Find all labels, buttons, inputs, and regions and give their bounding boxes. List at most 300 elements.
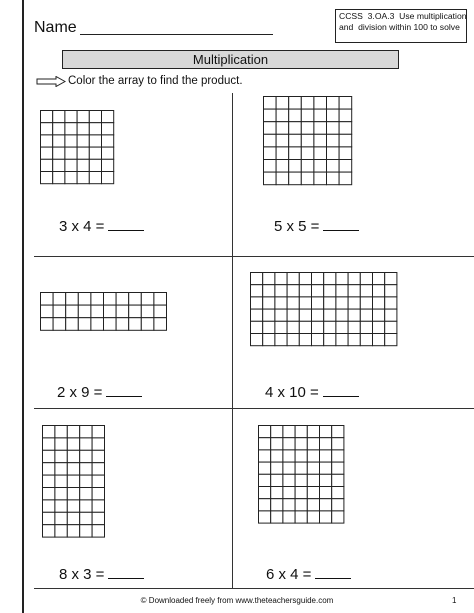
array-cell[interactable] [289, 109, 302, 122]
array-cell[interactable] [154, 305, 167, 318]
array-cell[interactable] [320, 426, 332, 438]
array-cell[interactable] [92, 525, 104, 537]
array-cell[interactable] [360, 321, 372, 333]
array-cell[interactable] [289, 160, 302, 173]
array-cell[interactable] [264, 134, 277, 147]
array-cell[interactable] [314, 147, 327, 160]
array-cell[interactable] [259, 450, 271, 462]
array-cell[interactable] [324, 285, 336, 297]
array-cell[interactable] [77, 159, 89, 171]
answer-blank[interactable] [315, 565, 351, 579]
array-cell[interactable] [289, 134, 302, 147]
array-cell[interactable] [65, 111, 77, 123]
array-cell[interactable] [373, 334, 385, 346]
array-cell[interactable] [271, 474, 283, 486]
array-cell[interactable] [55, 475, 67, 487]
array-cell[interactable] [67, 450, 79, 462]
array-cell[interactable] [276, 147, 289, 160]
array-cell[interactable] [91, 305, 104, 318]
array-cell[interactable] [301, 97, 314, 110]
array-cell[interactable] [67, 426, 79, 438]
array-cell[interactable] [301, 134, 314, 147]
array-cell[interactable] [41, 172, 53, 184]
array-cell[interactable] [102, 111, 114, 123]
array-cell[interactable] [332, 474, 344, 486]
array-cell[interactable] [295, 511, 307, 523]
array-cell[interactable] [43, 450, 55, 462]
array-cell[interactable] [102, 135, 114, 147]
array-cell[interactable] [41, 293, 54, 306]
array-cell[interactable] [287, 309, 299, 321]
array-cell[interactable] [287, 334, 299, 346]
array-cell[interactable] [327, 147, 340, 160]
array-cell[interactable] [43, 475, 55, 487]
array-cell[interactable] [53, 123, 65, 135]
array-cell[interactable] [67, 463, 79, 475]
array-cell[interactable] [102, 147, 114, 159]
array-cell[interactable] [154, 318, 167, 331]
array-cell[interactable] [77, 111, 89, 123]
array-cell[interactable] [312, 334, 324, 346]
array-cell[interactable] [307, 499, 319, 511]
array-cell[interactable] [77, 172, 89, 184]
answer-blank[interactable] [323, 217, 359, 231]
array-cell[interactable] [55, 450, 67, 462]
array-cell[interactable] [348, 321, 360, 333]
array-cell[interactable] [283, 511, 295, 523]
array-cell[interactable] [332, 438, 344, 450]
array-cell[interactable] [324, 321, 336, 333]
array-cell[interactable] [283, 426, 295, 438]
array-cell[interactable] [259, 438, 271, 450]
array-cell[interactable] [55, 500, 67, 512]
array-cell[interactable] [41, 123, 53, 135]
array-cell[interactable] [55, 512, 67, 524]
array-cell[interactable] [287, 297, 299, 309]
array-cell[interactable] [78, 305, 91, 318]
array-cell[interactable] [332, 426, 344, 438]
array-cell[interactable] [299, 321, 311, 333]
array-cell[interactable] [263, 273, 275, 285]
array-cell[interactable] [263, 321, 275, 333]
array-cell[interactable] [385, 297, 397, 309]
array-cell[interactable] [92, 500, 104, 512]
array-cell[interactable] [320, 450, 332, 462]
array-cell[interactable] [324, 273, 336, 285]
array-cell[interactable] [141, 293, 154, 306]
array-cell[interactable] [53, 147, 65, 159]
array-cell[interactable] [373, 297, 385, 309]
array-cell[interactable] [324, 334, 336, 346]
answer-blank[interactable] [108, 217, 144, 231]
array-cell[interactable] [263, 309, 275, 321]
array-cell[interactable] [271, 450, 283, 462]
array-cell[interactable] [320, 511, 332, 523]
array-cell[interactable] [271, 487, 283, 499]
array-cell[interactable] [89, 111, 101, 123]
array-cell[interactable] [41, 111, 53, 123]
array-cell[interactable] [66, 318, 79, 331]
array-cell[interactable] [339, 109, 352, 122]
array-cell[interactable] [320, 462, 332, 474]
array-cell[interactable] [92, 426, 104, 438]
array-cell[interactable] [312, 285, 324, 297]
array-cell[interactable] [314, 160, 327, 173]
array-cell[interactable] [89, 159, 101, 171]
array-cell[interactable] [67, 525, 79, 537]
array-cell[interactable] [43, 512, 55, 524]
array-cell[interactable] [43, 426, 55, 438]
array-cell[interactable] [141, 318, 154, 331]
array-cell[interactable] [301, 109, 314, 122]
array-cell[interactable] [385, 309, 397, 321]
array-cell[interactable] [324, 309, 336, 321]
array-cell[interactable] [65, 135, 77, 147]
array-cell[interactable] [327, 122, 340, 135]
array-cell[interactable] [141, 305, 154, 318]
array-cell[interactable] [348, 334, 360, 346]
array-cell[interactable] [339, 147, 352, 160]
array-cell[interactable] [301, 172, 314, 185]
array-cell[interactable] [43, 463, 55, 475]
array-cell[interactable] [336, 273, 348, 285]
array-cell[interactable] [92, 450, 104, 462]
array-cell[interactable] [312, 273, 324, 285]
array-cell[interactable] [339, 122, 352, 135]
array-cell[interactable] [271, 438, 283, 450]
array-cell[interactable] [77, 135, 89, 147]
array-cell[interactable] [336, 285, 348, 297]
array-cell[interactable] [336, 334, 348, 346]
array-cell[interactable] [53, 111, 65, 123]
array-cell[interactable] [65, 147, 77, 159]
array-cell[interactable] [80, 500, 92, 512]
array-cell[interactable] [77, 147, 89, 159]
array-cell[interactable] [92, 463, 104, 475]
array-cell[interactable] [264, 172, 277, 185]
array-cell[interactable] [289, 122, 302, 135]
array-cell[interactable] [385, 334, 397, 346]
array-cell[interactable] [264, 109, 277, 122]
array-cell[interactable] [53, 293, 66, 306]
array-cell[interactable] [91, 293, 104, 306]
array-cell[interactable] [102, 172, 114, 184]
array-cell[interactable] [275, 273, 287, 285]
array-cell[interactable] [251, 297, 263, 309]
array-cell[interactable] [67, 488, 79, 500]
array-cell[interactable] [264, 97, 277, 110]
array-cell[interactable] [295, 438, 307, 450]
array-cell[interactable] [289, 97, 302, 110]
array-cell[interactable] [332, 462, 344, 474]
array-cell[interactable] [55, 426, 67, 438]
array-cell[interactable] [314, 97, 327, 110]
array-cell[interactable] [276, 134, 289, 147]
array-cell[interactable] [307, 462, 319, 474]
array-cell[interactable] [360, 334, 372, 346]
array-cell[interactable] [295, 474, 307, 486]
array-cell[interactable] [301, 160, 314, 173]
array-cell[interactable] [327, 109, 340, 122]
array-cell[interactable] [89, 172, 101, 184]
array-cell[interactable] [283, 487, 295, 499]
array-cell[interactable] [339, 160, 352, 173]
array-cell[interactable] [251, 321, 263, 333]
array-cell[interactable] [53, 135, 65, 147]
name-field-line[interactable] [80, 34, 273, 35]
array-cell[interactable] [276, 122, 289, 135]
array-cell[interactable] [295, 499, 307, 511]
array-cell[interactable] [283, 450, 295, 462]
array-cell[interactable] [360, 309, 372, 321]
array-cell[interactable] [67, 475, 79, 487]
array-cell[interactable] [314, 109, 327, 122]
array-cell[interactable] [53, 305, 66, 318]
array-cell[interactable] [41, 318, 54, 331]
array-cell[interactable] [275, 285, 287, 297]
array-cell[interactable] [263, 285, 275, 297]
array-cell[interactable] [65, 159, 77, 171]
answer-blank[interactable] [323, 383, 359, 397]
array-cell[interactable] [259, 487, 271, 499]
array-cell[interactable] [80, 438, 92, 450]
array-cell[interactable] [339, 97, 352, 110]
array-cell[interactable] [275, 297, 287, 309]
array-cell[interactable] [263, 297, 275, 309]
array-cell[interactable] [43, 525, 55, 537]
array-cell[interactable] [264, 122, 277, 135]
array-cell[interactable] [55, 488, 67, 500]
array-cell[interactable] [154, 293, 167, 306]
array-cell[interactable] [55, 438, 67, 450]
array-cell[interactable] [320, 499, 332, 511]
array-cell[interactable] [332, 499, 344, 511]
array-cell[interactable] [307, 511, 319, 523]
array-cell[interactable] [287, 273, 299, 285]
array-cell[interactable] [89, 135, 101, 147]
array-cell[interactable] [259, 462, 271, 474]
array-cell[interactable] [271, 511, 283, 523]
array-cell[interactable] [55, 525, 67, 537]
array-cell[interactable] [116, 318, 129, 331]
array-cell[interactable] [41, 159, 53, 171]
array-cell[interactable] [287, 321, 299, 333]
array-cell[interactable] [78, 318, 91, 331]
array-cell[interactable] [92, 438, 104, 450]
array-cell[interactable] [324, 297, 336, 309]
array-cell[interactable] [385, 273, 397, 285]
array-cell[interactable] [41, 305, 54, 318]
array-grid[interactable] [42, 425, 105, 538]
array-cell[interactable] [66, 305, 79, 318]
array-cell[interactable] [43, 500, 55, 512]
array-grid[interactable] [40, 292, 167, 331]
array-cell[interactable] [276, 97, 289, 110]
array-cell[interactable] [299, 297, 311, 309]
array-cell[interactable] [53, 172, 65, 184]
array-cell[interactable] [295, 462, 307, 474]
array-cell[interactable] [320, 474, 332, 486]
array-cell[interactable] [327, 134, 340, 147]
array-cell[interactable] [259, 511, 271, 523]
array-cell[interactable] [332, 450, 344, 462]
array-cell[interactable] [80, 488, 92, 500]
array-cell[interactable] [78, 293, 91, 306]
array-grid[interactable] [258, 425, 344, 524]
array-cell[interactable] [276, 109, 289, 122]
array-cell[interactable] [129, 305, 142, 318]
array-cell[interactable] [80, 426, 92, 438]
array-cell[interactable] [251, 309, 263, 321]
array-cell[interactable] [89, 147, 101, 159]
array-cell[interactable] [283, 462, 295, 474]
array-cell[interactable] [336, 321, 348, 333]
answer-blank[interactable] [108, 565, 144, 579]
array-cell[interactable] [287, 285, 299, 297]
array-cell[interactable] [271, 462, 283, 474]
array-cell[interactable] [92, 512, 104, 524]
array-cell[interactable] [80, 450, 92, 462]
array-cell[interactable] [360, 285, 372, 297]
array-cell[interactable] [295, 426, 307, 438]
array-cell[interactable] [67, 438, 79, 450]
array-cell[interactable] [77, 123, 89, 135]
array-cell[interactable] [307, 487, 319, 499]
array-cell[interactable] [271, 499, 283, 511]
array-cell[interactable] [299, 334, 311, 346]
array-cell[interactable] [312, 297, 324, 309]
array-cell[interactable] [259, 474, 271, 486]
array-cell[interactable] [89, 123, 101, 135]
array-cell[interactable] [385, 321, 397, 333]
array-cell[interactable] [251, 334, 263, 346]
array-cell[interactable] [373, 285, 385, 297]
array-cell[interactable] [283, 499, 295, 511]
array-cell[interactable] [264, 147, 277, 160]
array-cell[interactable] [116, 293, 129, 306]
array-cell[interactable] [320, 487, 332, 499]
array-grid[interactable] [263, 96, 352, 185]
array-cell[interactable] [53, 318, 66, 331]
array-cell[interactable] [327, 97, 340, 110]
array-cell[interactable] [332, 487, 344, 499]
array-cell[interactable] [327, 172, 340, 185]
array-cell[interactable] [92, 475, 104, 487]
array-cell[interactable] [312, 321, 324, 333]
array-cell[interactable] [276, 160, 289, 173]
array-cell[interactable] [373, 273, 385, 285]
array-cell[interactable] [348, 309, 360, 321]
array-cell[interactable] [360, 273, 372, 285]
array-cell[interactable] [129, 293, 142, 306]
array-cell[interactable] [65, 172, 77, 184]
array-cell[interactable] [251, 285, 263, 297]
array-cell[interactable] [251, 273, 263, 285]
array-cell[interactable] [271, 426, 283, 438]
array-cell[interactable] [275, 309, 287, 321]
array-cell[interactable] [80, 475, 92, 487]
array-cell[interactable] [41, 147, 53, 159]
array-cell[interactable] [299, 273, 311, 285]
array-cell[interactable] [275, 321, 287, 333]
array-cell[interactable] [314, 172, 327, 185]
array-cell[interactable] [259, 499, 271, 511]
array-cell[interactable] [80, 512, 92, 524]
array-cell[interactable] [295, 487, 307, 499]
array-cell[interactable] [373, 321, 385, 333]
array-grid[interactable] [250, 272, 397, 346]
array-cell[interactable] [276, 172, 289, 185]
array-cell[interactable] [385, 285, 397, 297]
array-cell[interactable] [92, 488, 104, 500]
array-cell[interactable] [301, 147, 314, 160]
array-cell[interactable] [289, 172, 302, 185]
array-cell[interactable] [339, 172, 352, 185]
array-cell[interactable] [332, 511, 344, 523]
array-cell[interactable] [67, 512, 79, 524]
array-cell[interactable] [299, 309, 311, 321]
array-cell[interactable] [275, 334, 287, 346]
array-cell[interactable] [66, 293, 79, 306]
array-cell[interactable] [102, 123, 114, 135]
array-cell[interactable] [314, 122, 327, 135]
array-cell[interactable] [336, 309, 348, 321]
array-cell[interactable] [104, 305, 117, 318]
array-cell[interactable] [80, 463, 92, 475]
array-cell[interactable] [129, 318, 142, 331]
array-cell[interactable] [289, 147, 302, 160]
array-cell[interactable] [320, 438, 332, 450]
array-cell[interactable] [67, 500, 79, 512]
array-cell[interactable] [102, 159, 114, 171]
array-cell[interactable] [348, 285, 360, 297]
array-cell[interactable] [348, 273, 360, 285]
array-cell[interactable] [259, 426, 271, 438]
array-cell[interactable] [348, 297, 360, 309]
array-cell[interactable] [307, 474, 319, 486]
array-cell[interactable] [301, 122, 314, 135]
array-cell[interactable] [336, 297, 348, 309]
array-cell[interactable] [283, 438, 295, 450]
array-cell[interactable] [327, 160, 340, 173]
array-cell[interactable] [299, 285, 311, 297]
array-cell[interactable] [41, 135, 53, 147]
array-cell[interactable] [104, 318, 117, 331]
array-cell[interactable] [116, 305, 129, 318]
array-cell[interactable] [312, 309, 324, 321]
array-cell[interactable] [295, 450, 307, 462]
array-cell[interactable] [104, 293, 117, 306]
array-cell[interactable] [339, 134, 352, 147]
array-cell[interactable] [307, 438, 319, 450]
array-cell[interactable] [43, 488, 55, 500]
array-cell[interactable] [53, 159, 65, 171]
array-cell[interactable] [91, 318, 104, 331]
array-cell[interactable] [373, 309, 385, 321]
array-cell[interactable] [264, 160, 277, 173]
answer-blank[interactable] [106, 383, 142, 397]
array-cell[interactable] [55, 463, 67, 475]
array-cell[interactable] [80, 525, 92, 537]
array-cell[interactable] [65, 123, 77, 135]
array-cell[interactable] [307, 450, 319, 462]
array-cell[interactable] [43, 438, 55, 450]
array-cell[interactable] [360, 297, 372, 309]
array-cell[interactable] [307, 426, 319, 438]
array-grid[interactable] [40, 110, 114, 184]
array-cell[interactable] [314, 134, 327, 147]
array-cell[interactable] [283, 474, 295, 486]
